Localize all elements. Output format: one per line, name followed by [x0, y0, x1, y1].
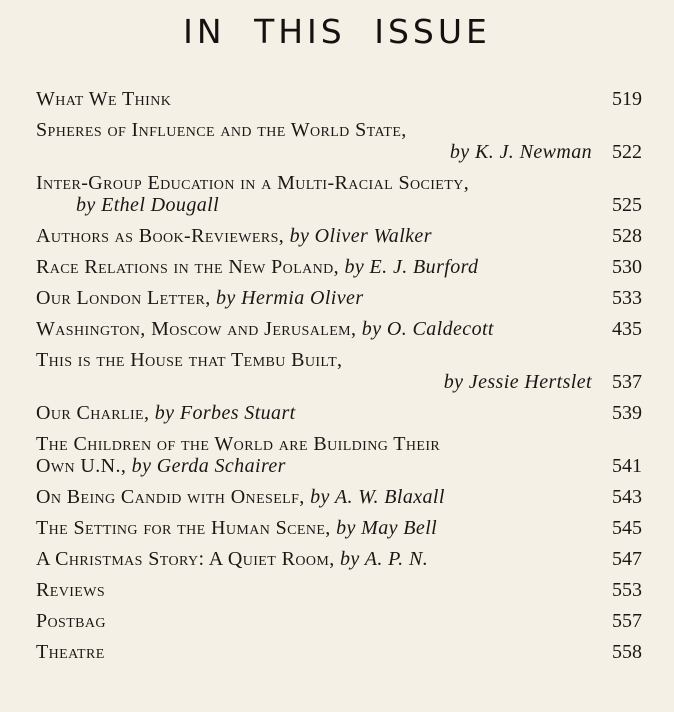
toc-entry[interactable]: [36, 517, 642, 539]
toc-entry-byline: by A. P. N.: [340, 548, 429, 570]
toc-entry[interactable]: [36, 579, 642, 601]
toc-entry-title: Reviews: [36, 579, 106, 601]
toc-entry-title2: Own U.N.,: [36, 455, 127, 477]
toc-entry[interactable]: [36, 610, 642, 632]
toc-entry-byline: by Forbes Stuart: [154, 402, 296, 424]
toc-entry[interactable]: [36, 88, 642, 110]
toc-entry-byline: by Hermia Oliver: [216, 287, 364, 309]
toc-entry-byline: by A. W. Blaxall: [310, 486, 445, 508]
toc-entry-page: 528: [612, 225, 642, 247]
toc-entry[interactable]: [36, 486, 642, 508]
toc-entry-page: 557: [612, 610, 642, 632]
toc-entry-title: This is the House that Tembu Built,: [36, 349, 343, 371]
toc-entry-title: A Christmas Story: A Quiet Room,: [36, 548, 335, 570]
toc-entry-title: Theatre: [36, 641, 105, 663]
toc-entry-title: Race Relations in the New Poland,: [36, 256, 340, 278]
toc-entry-page: 522: [612, 141, 642, 163]
page-title: IN THIS ISSUE: [183, 12, 491, 51]
toc-entry-page: 541: [612, 455, 642, 477]
toc-entry-page: 435: [612, 318, 642, 340]
toc-entry-title: Authors as Book-Reviewers,: [36, 225, 285, 247]
toc-entry[interactable]: [36, 256, 642, 278]
toc-entry[interactable]: [36, 318, 642, 340]
toc-entry[interactable]: [36, 433, 642, 477]
toc-entry-byline: by E. J. Burford: [344, 256, 479, 278]
toc-entry-title: Postbag: [36, 610, 106, 632]
toc-entry-page: 525: [612, 194, 642, 216]
toc-entry-page: 553: [612, 579, 642, 601]
toc-entry-title: On Being Candid with Oneself,: [36, 486, 305, 508]
toc-entry-page: 519: [612, 88, 642, 110]
toc-entry-title: The Setting for the Human Scene,: [36, 517, 331, 539]
toc-entry-page: 547: [612, 548, 642, 570]
toc-entry-title: Our Charlie,: [36, 402, 150, 424]
toc-entry[interactable]: [36, 349, 642, 393]
table-of-contents: [36, 88, 642, 672]
toc-entry-title: Washington, Moscow and Jerusalem,: [36, 318, 357, 340]
toc-entry-byline: by Gerda Schairer: [131, 455, 286, 477]
toc-entry-title-continued: [36, 455, 592, 477]
toc-entry-byline: by O. Caldecott: [361, 318, 494, 340]
toc-entry[interactable]: [36, 402, 642, 424]
toc-entry-page: 545: [612, 517, 642, 539]
toc-entry-title: The Children of the World are Building Their: [36, 433, 441, 455]
toc-entry-page: 533: [612, 287, 642, 309]
toc-entry-title: Inter-Group Education in a Multi-Racial Society,: [36, 172, 470, 194]
toc-entry-byline: by Oliver Walker: [289, 225, 432, 247]
toc-entry-page: 537: [612, 371, 642, 393]
toc-entry-page: 558: [612, 641, 642, 663]
toc-entry[interactable]: [36, 548, 642, 570]
toc-entry-title: Our London Letter,: [36, 287, 211, 309]
toc-entry-title: Spheres of Influence and the World State,: [36, 119, 407, 141]
toc-entry-page: 539: [612, 402, 642, 424]
toc-entry-byline: by Ethel Dougall: [76, 194, 220, 216]
toc-entry[interactable]: [36, 172, 642, 216]
toc-entry-byline: by May Bell: [336, 517, 438, 539]
toc-entry[interactable]: [36, 641, 642, 663]
toc-entry[interactable]: [36, 287, 642, 309]
toc-entry-byline: by K. J. Newman: [449, 141, 592, 163]
toc-entry-page: 530: [612, 256, 642, 278]
toc-entry-page: 543: [612, 486, 642, 508]
toc-entry-byline: by Jessie Hertslet: [443, 371, 592, 393]
toc-entry[interactable]: [36, 119, 642, 163]
toc-entry[interactable]: [36, 225, 642, 247]
toc-entry-title: What We Think: [36, 88, 172, 110]
